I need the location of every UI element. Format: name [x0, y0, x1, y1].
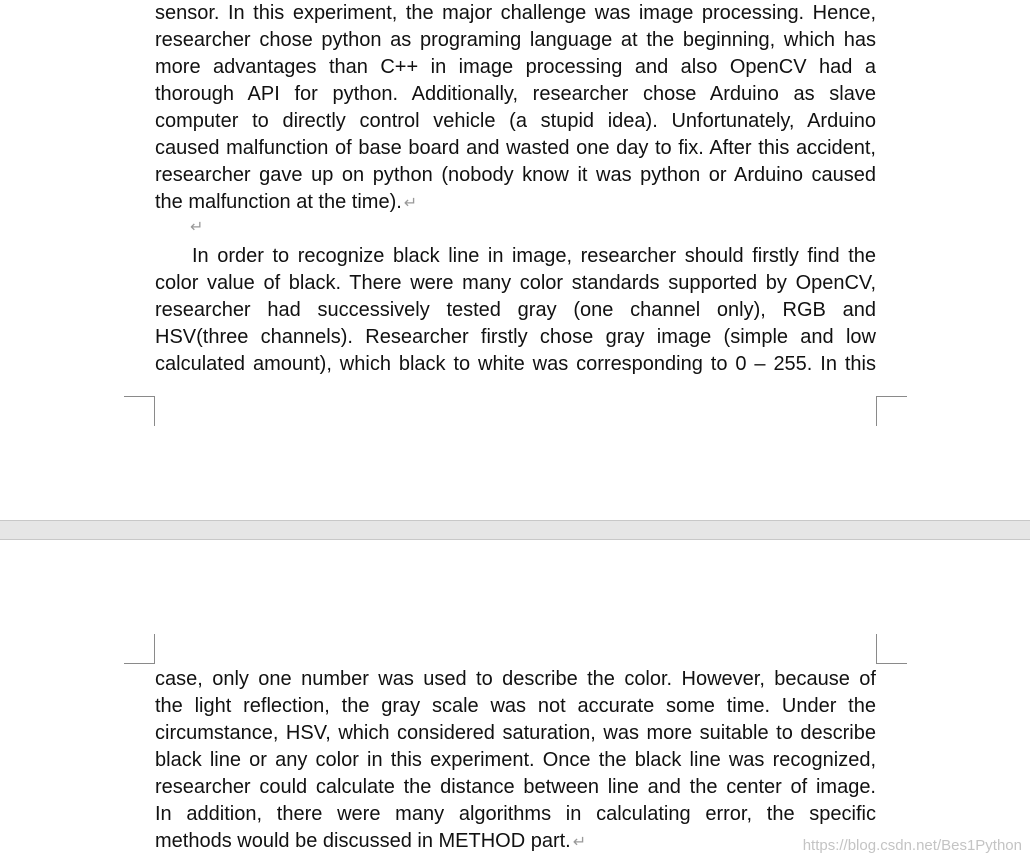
crop-mark-bottom-right — [876, 396, 907, 426]
paragraph-2[interactable] — [155, 243, 876, 378]
paragraph-1[interactable] — [155, 0, 876, 216]
text-line: researcher chose python as programing language at the beginning, which has — [155, 29, 876, 51]
text-line-content: the malfunction at the time). — [155, 191, 402, 213]
text-line: the light reflection, the gray scale was not accurate some time. Under the — [155, 695, 876, 717]
text-line: In order to recognize black line in image, researcher should firstly find the — [192, 245, 876, 267]
page-separator — [0, 520, 1030, 540]
paragraph-mark-icon: ↵ — [572, 834, 587, 851]
text-line: researcher had successively tested gray (one channel only), RGB and — [155, 299, 876, 321]
watermark: https://blog.csdn.net/Bes1Python — [802, 837, 1022, 854]
text-line-last — [155, 828, 876, 855]
text-line-last — [155, 189, 876, 216]
text-line: black line or any color in this experiment. Once the black line was recognized, — [155, 749, 876, 771]
text-line: thorough API for python. Additionally, researcher chose Arduino as slave — [155, 83, 876, 105]
text-line: HSV(three channels). Researcher firstly chose gray image (simple and low — [155, 326, 876, 348]
text-line-content: methods would be discussed in METHOD part. — [155, 830, 571, 852]
text-line: case, only one number was used to describe the color. However, because of — [155, 668, 876, 690]
text-line: calculated amount), which black to white was corresponding to 0 – 255. In this — [155, 353, 876, 375]
text-line: In addition, there were many algorithms in calculating error, the specific — [155, 803, 876, 825]
crop-mark-bottom-left — [124, 396, 155, 426]
crop-mark-top-right — [876, 634, 907, 664]
paragraph-2-continued[interactable] — [155, 666, 876, 855]
crop-mark-top-left — [124, 634, 155, 664]
paragraph-mark-icon: ↵ — [403, 195, 418, 212]
empty-paragraph-mark-icon: ↵ — [190, 219, 204, 236]
text-line: color value of black. There were many color standards supported by OpenCV, — [155, 272, 876, 294]
text-line: computer to directly control vehicle (a stupid idea). Unfortunately, Arduino — [155, 110, 876, 132]
text-line: caused malfunction of base board and wasted one day to fix. After this accident, — [155, 137, 876, 159]
text-line: more advantages than C++ in image processing and also OpenCV had a — [155, 56, 876, 78]
text-line: researcher could calculate the distance between line and the center of image. — [155, 776, 876, 798]
text-line: researcher gave up on python (nobody know it was python or Arduino caused — [155, 164, 876, 186]
text-line: sensor. In this experiment, the major challenge was image processing. Hence, — [155, 2, 876, 24]
text-line: circumstance, HSV, which considered saturation, was more suitable to describe — [155, 722, 876, 744]
